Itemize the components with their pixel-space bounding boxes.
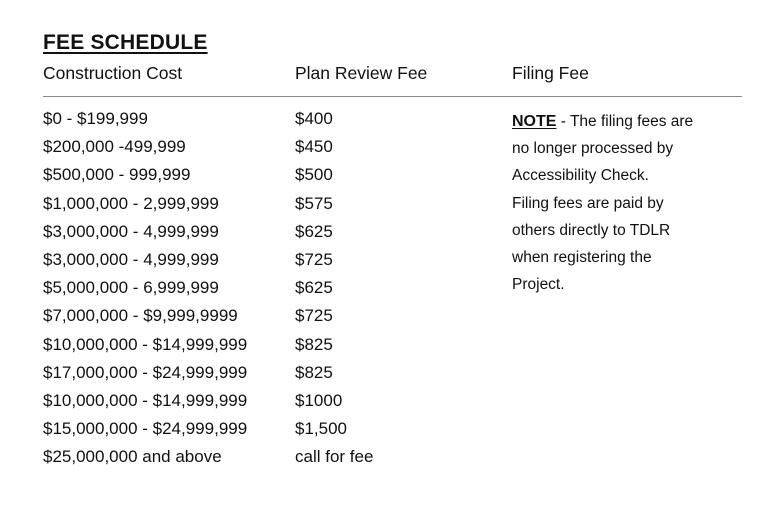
table-row (0, 221, 500, 249)
plan-review-fee-cell: $450 (295, 137, 333, 157)
table-row (0, 277, 500, 305)
table-row (0, 334, 500, 362)
note-line: Project. (512, 276, 565, 294)
construction-cost-cell: $15,000,000 - $24,999,999 (43, 419, 248, 439)
construction-cost-cell: $25,000,000 and above (43, 447, 222, 467)
construction-cost-cell: $500,000 - 999,999 (43, 165, 191, 185)
construction-cost-cell: $5,000,000 - 6,999,999 (43, 278, 219, 298)
plan-review-fee-cell: $400 (295, 109, 333, 128)
plan-review-fee-cell: call for fee (295, 447, 374, 467)
plan-review-fee-cell: $725 (295, 306, 333, 326)
table-row (0, 362, 500, 390)
column-header-construction-cost: Construction Cost (43, 63, 183, 83)
construction-cost-cell: $10,000,000 - $14,999,999 (43, 334, 248, 354)
note-line: Filing fees are paid by (512, 194, 664, 212)
table-row (0, 108, 500, 136)
table-row (0, 446, 500, 474)
table-row (0, 136, 500, 164)
plan-review-fee-cell: $625 (295, 278, 333, 298)
plan-review-fee-cell: $500 (295, 165, 333, 185)
table-row (0, 390, 500, 418)
construction-cost-cell: $200,000 -499,999 (43, 137, 186, 157)
table-row (0, 418, 500, 446)
plan-review-fee-cell: $725 (295, 249, 333, 269)
construction-cost-cell: $1,000,000 - 2,999,999 (43, 193, 219, 213)
plan-review-fee-cell: $575 (295, 193, 333, 213)
plan-review-fee-cell: $1,500 (295, 419, 347, 439)
table-row (0, 193, 500, 221)
construction-cost-cell: $0 - $199,999 (43, 109, 148, 128)
column-header-filing-fee: Filing Fee (512, 63, 589, 83)
header-divider (43, 96, 742, 97)
construction-cost-cell: $17,000,000 - $24,999,999 (43, 362, 248, 382)
note-label: NOTE (512, 113, 557, 130)
plan-review-fee-cell: $1000 (295, 390, 343, 410)
filing-fee-note (512, 108, 742, 298)
table-row (0, 164, 500, 192)
note-first-line (512, 108, 742, 135)
construction-cost-cell: $10,000,000 - $14,999,999 (43, 390, 248, 410)
table-row (0, 249, 500, 277)
construction-cost-cell: $3,000,000 - 4,999,999 (43, 221, 219, 241)
page-title: FEE SCHEDULE (43, 31, 208, 54)
fee-table (0, 108, 500, 474)
note-line: others directly to TDLR (512, 221, 671, 239)
note-line: Accessibility Check. (512, 167, 649, 185)
construction-cost-cell: $7,000,000 - $9,999,9999 (43, 306, 238, 326)
plan-review-fee-cell: $825 (295, 362, 333, 382)
column-header-plan-review-fee: Plan Review Fee (295, 63, 428, 83)
table-row (0, 305, 500, 333)
plan-review-fee-cell: $825 (295, 334, 333, 354)
plan-review-fee-cell: $625 (295, 221, 333, 241)
note-first-line-text: - The filing fees are (556, 113, 694, 130)
note-line: no longer processed by (512, 140, 674, 158)
construction-cost-cell: $3,000,000 - 4,999,999 (43, 249, 219, 269)
note-line: when registering the (512, 249, 652, 267)
